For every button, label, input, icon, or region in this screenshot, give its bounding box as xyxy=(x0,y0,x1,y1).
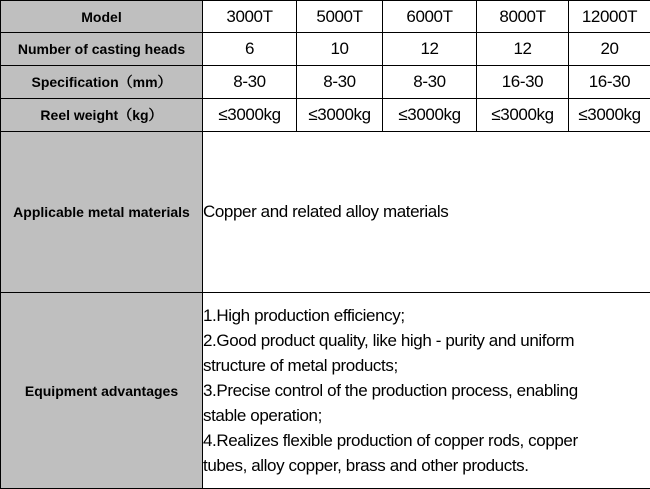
reel-weight-cell: ≤3000kg xyxy=(569,99,650,132)
specification-cell: 8-30 xyxy=(297,66,383,99)
row-header-model: Model xyxy=(1,1,203,33)
materials-cell: Copper and related alloy materials xyxy=(203,132,650,293)
specification-cell: 16-30 xyxy=(477,66,569,99)
advantage-line: structure of metal products; xyxy=(203,353,650,378)
model-cell: 6000T xyxy=(383,1,477,33)
casting-heads-cell: 6 xyxy=(203,33,297,66)
advantage-line: 2.Good product quality, like high - purity and uniform xyxy=(203,328,650,353)
table-row-advantages xyxy=(1,293,650,489)
advantages-cell xyxy=(203,293,650,489)
advantages-list xyxy=(203,303,650,478)
specification-cell: 16-30 xyxy=(569,66,650,99)
reel-weight-cell: ≤3000kg xyxy=(383,99,477,132)
casting-heads-cell: 10 xyxy=(297,33,383,66)
table-row-specification xyxy=(1,66,650,99)
row-header-reel-weight: Reel weight（kg） xyxy=(1,99,203,132)
model-cell: 5000T xyxy=(297,1,383,33)
advantage-line: 3.Precise control of the production process, enabling xyxy=(203,378,650,403)
advantage-line: 1.High production efficiency; xyxy=(203,303,650,328)
advantage-line: 4.Realizes flexible production of copper rods, copper xyxy=(203,428,650,453)
casting-heads-cell: 12 xyxy=(477,33,569,66)
advantage-line: tubes, alloy copper, brass and other products. xyxy=(203,453,650,478)
row-header-casting-heads: Number of casting heads xyxy=(1,33,203,66)
row-header-advantages: Equipment advantages xyxy=(1,293,203,489)
advantage-line: stable operation; xyxy=(203,403,650,428)
table-row-casting-heads xyxy=(1,33,650,66)
specification-cell: 8-30 xyxy=(203,66,297,99)
casting-heads-cell: 12 xyxy=(383,33,477,66)
specification-cell: 8-30 xyxy=(383,66,477,99)
row-header-specification: Specification（mm） xyxy=(1,66,203,99)
model-cell: 3000T xyxy=(203,1,297,33)
reel-weight-cell: ≤3000kg xyxy=(297,99,383,132)
casting-heads-cell: 20 xyxy=(569,33,650,66)
row-header-materials: Applicable metal materials xyxy=(1,132,203,293)
model-cell: 12000T xyxy=(569,1,650,33)
table-row-model xyxy=(1,1,650,33)
model-cell: 8000T xyxy=(477,1,569,33)
reel-weight-cell: ≤3000kg xyxy=(203,99,297,132)
table-row-reel-weight xyxy=(1,99,650,132)
reel-weight-cell: ≤3000kg xyxy=(477,99,569,132)
table-row-materials xyxy=(1,132,650,293)
